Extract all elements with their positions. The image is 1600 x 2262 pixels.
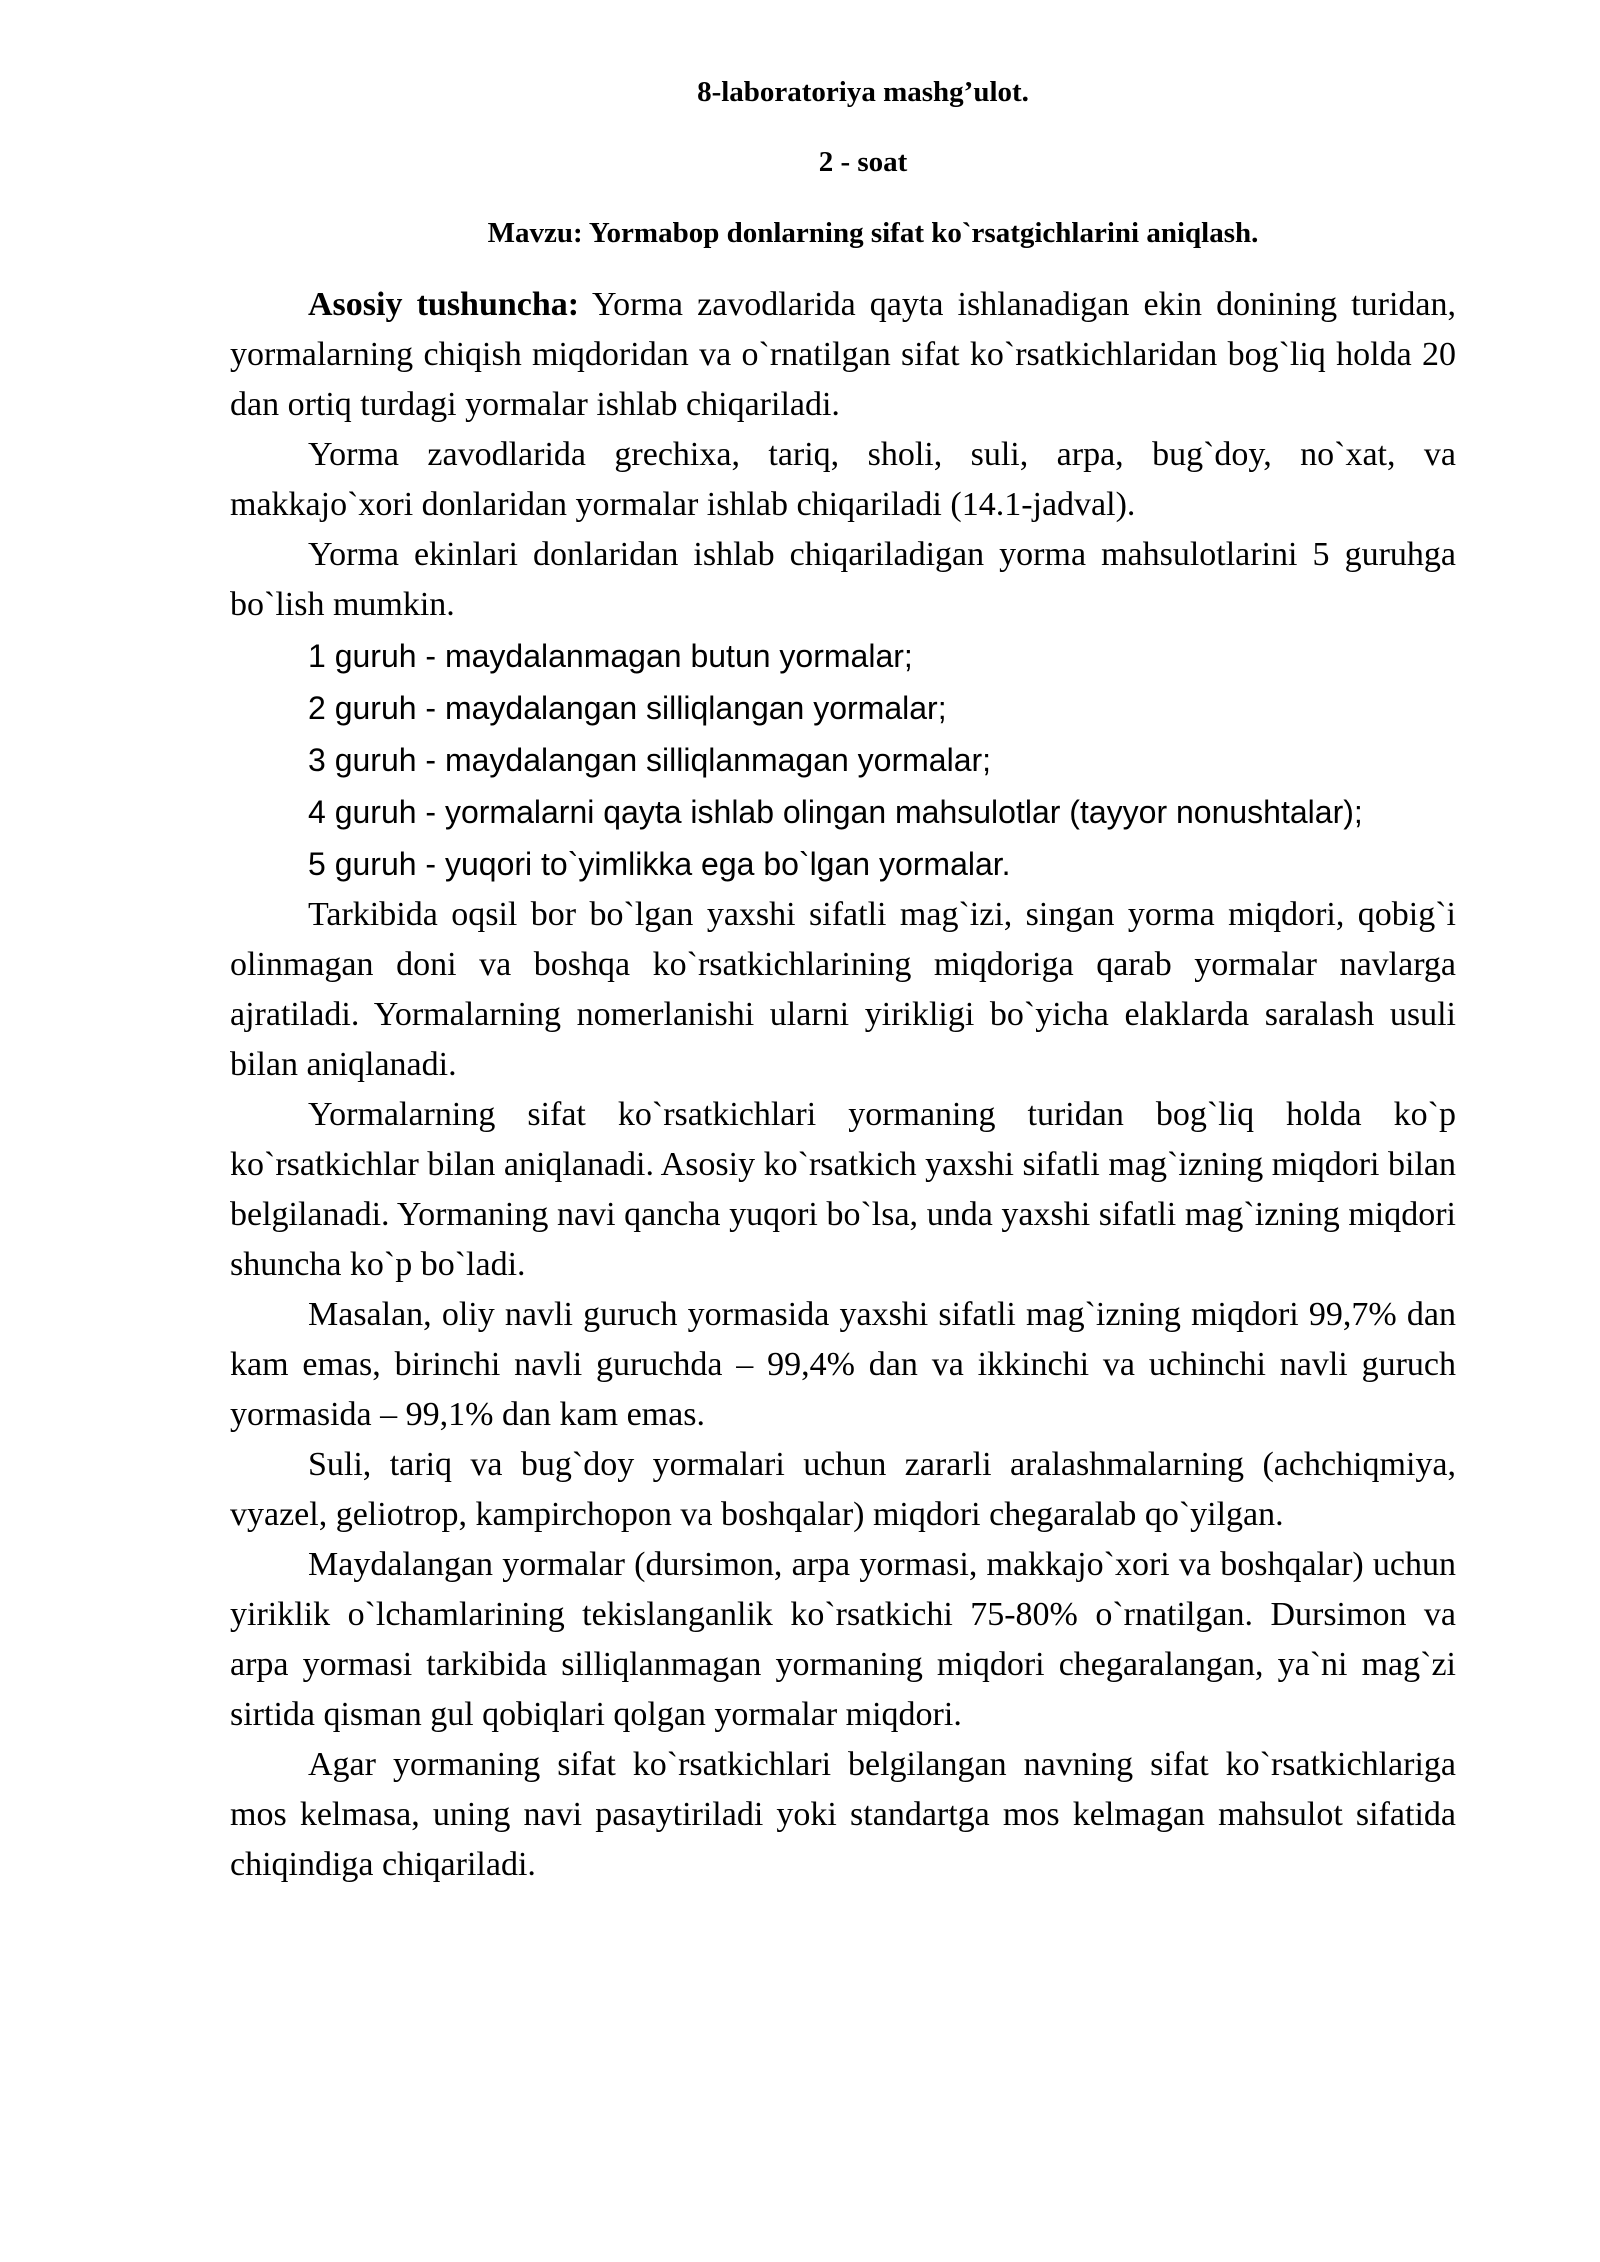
- topic-title: Mavzu: Yormabop donlarning sifat ko`rsatgichlarini aniqlash.: [487, 217, 1259, 249]
- lab-title: 8-laboratoriya mashg’ulot.: [697, 76, 1029, 108]
- duration-label: 2 - soat: [818, 146, 908, 178]
- paragraph-quality-indicators: Yormalarning sifat ko`rsatkichlari yormaning turidan bog`liq holda ko`p ko`rsatkichlar bilan aniqlanadi. Asosiy ko`rsatkich yaxshi sifatli mag`izning miqdori bilan belgilanadi. Yormaning navi qancha yuqori bo`lsa, unda yaxshi sifatli mag`izning miqdori shuncha ko`p bo`ladi.: [230, 1096, 1456, 1283]
- group-item-1: 1 guruh - maydalanmagan butun yormalar;: [308, 638, 913, 674]
- paragraph-groups-intro: Yorma ekinlari donlaridan ishlab chiqariladigan yorma mahsulotlarini 5 guruhga bo`lish mumkin.: [230, 536, 1456, 623]
- paragraph-grading: Tarkibida oqsil bor bo`lgan yaxshi sifatli mag`izi, singan yorma miqdori, qobig`i olinmagan doni va boshqa ko`rsatkichlarining miqdoriga qarab yormalar navlarga ajratiladi. Yormalarning nomerlanishi ularni yirikligi bo`yicha elaklarda saralash usuli bilan aniqlanadi.: [230, 896, 1456, 1083]
- paragraph-crushed-groats: Maydalangan yormalar (dursimon, arpa yormasi, makkajo`xori va boshqalar) uchun yiriklik o`lchamlarining tekislanganlik ko`rsatkichi 75-80% o`rnatilgan. Dursimon va arpa yormasi tarkibida silliqlanmagan yormaning miqdori chegaralangan, ya`ni mag`zi sirtida qisman gul qobiqlari qolgan yormalar miqdori.: [230, 1546, 1456, 1733]
- intro-paragraph: [230, 280, 1456, 430]
- intro-lead: Asosiy tushuncha:: [308, 286, 580, 323]
- group-item-4: 4 guruh - yormalarni qayta ishlab olingan mahsulotlar (tayyor nonushtalar);: [308, 794, 1363, 830]
- document-body: [230, 280, 1456, 1890]
- intro-text: Yorma zavodlarida qayta ishlanadigan ekin donining turidan, yormalarning chiqish miqdoridan va o`rnatilgan sifat ko`rsatkichlaridan bog`liq holda 20 dan ortiq turdagi yormalar ishlab chiqariladi.: [230, 286, 1456, 423]
- group-item-3: 3 guruh - maydalangan silliqlanmagan yormalar;: [308, 742, 992, 778]
- group-item-5: 5 guruh - yuqori to`yimlikka ega bo`lgan yormalar.: [308, 846, 1011, 882]
- paragraph-rice-example: Masalan, oliy navli guruch yormasida yaxshi sifatli mag`izning miqdori 99,7% dan kam emas, birinchi navli guruchda – 99,4% dan va ikkinchi va uchinchi navli guruch yormasida – 99,1% dan kam emas.: [230, 1296, 1456, 1433]
- group-item-2: 2 guruh - maydalangan silliqlangan yormalar;: [308, 690, 947, 726]
- paragraph-harmful-impurities: Suli, tariq va bug`doy yormalari uchun zararli aralashmalarning (achchiqmiya, vyazel, geliotrop, kampirchopon va boshqalar) miqdori chegaralab qo`yilgan.: [230, 1446, 1456, 1533]
- paragraph-downgrade: Agar yormaning sifat ko`rsatkichlari belgilangan navning sifat ko`rsatkichlariga mos kelmasa, uning navi pasaytiriladi yoki standartga mos kelmagan mahsulot sifatida chiqindiga chiqariladi.: [230, 1746, 1456, 1883]
- paragraph-grain-types: Yorma zavodlarida grechixa, tariq, sholi, suli, arpa, bug`doy, no`xat, va makkajo`xori donlaridan yormalar ishlab chiqariladi (14.1-jadval).: [230, 436, 1456, 523]
